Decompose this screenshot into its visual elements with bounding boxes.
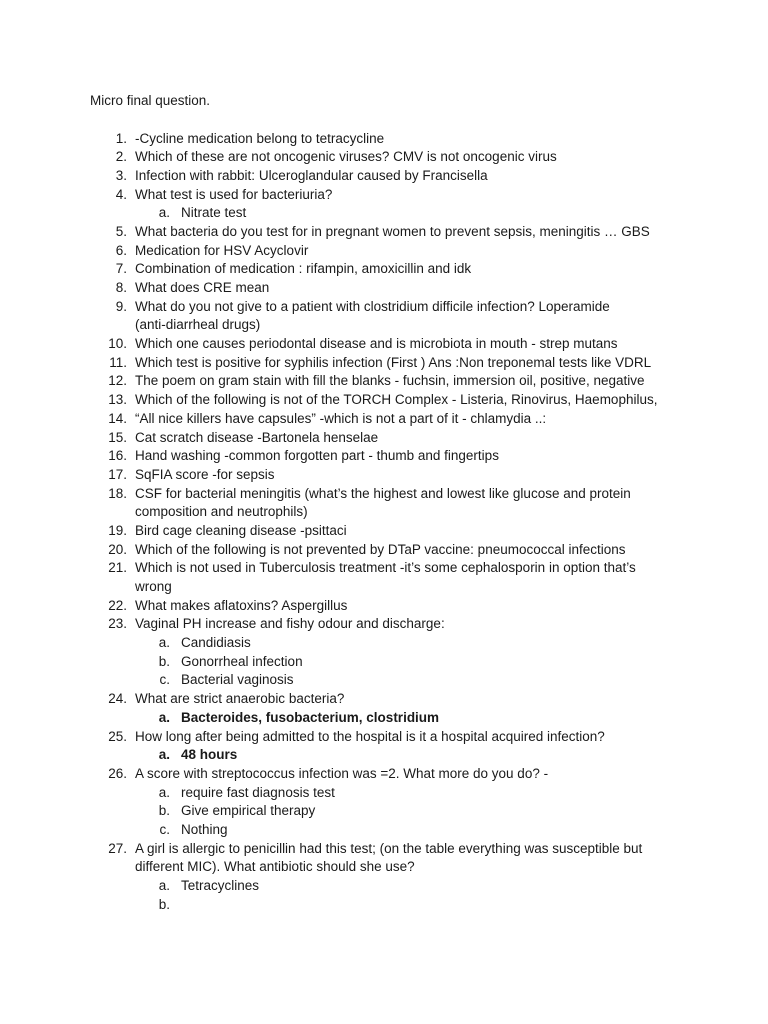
question-text: What does CRE mean	[135, 280, 270, 295]
question-text: How long after being admitted to the hospital is it a hospital acquired infection?	[135, 728, 605, 744]
option-marker: b.	[158, 653, 170, 669]
question-item	[0, 260, 768, 279]
question-continuation	[0, 858, 768, 877]
option-marker: b.	[158, 803, 170, 819]
question-number: 7.	[115, 261, 127, 277]
question-item	[0, 242, 768, 261]
option-marker: a.	[158, 635, 170, 651]
question-item	[0, 167, 768, 186]
question-number: 1.	[115, 130, 127, 146]
question-number: 8.	[115, 280, 127, 295]
option-text: Candidiasis	[181, 635, 251, 651]
option-marker: c.	[159, 821, 170, 837]
answer-option	[0, 204, 768, 223]
question-item	[0, 447, 768, 466]
question-continuation	[0, 578, 768, 597]
option-marker: a.	[158, 784, 170, 800]
question-text: A girl is allergic to penicillin had this test; (on the table everything was susceptible but	[135, 840, 643, 856]
option-text: Gonorrheal infection	[181, 653, 303, 669]
answer-option	[0, 653, 768, 672]
question-item	[0, 559, 768, 578]
question-number: 18.	[108, 485, 127, 501]
question-text: Medication for HSV Acyclovir	[135, 242, 309, 258]
question-list	[0, 130, 768, 915]
question-text: Cat scratch disease -Bartonela henselae	[135, 429, 379, 445]
option-text: 48 hours	[181, 747, 238, 763]
question-number: 14.	[108, 410, 127, 426]
question-number: 26.	[108, 765, 127, 781]
question-number: 23.	[108, 616, 127, 632]
question-number: 9.	[115, 298, 127, 314]
question-item	[0, 410, 768, 429]
option-marker: a.	[158, 205, 170, 221]
answer-option	[0, 877, 768, 896]
question-item	[0, 765, 768, 784]
question-number: 25.	[108, 728, 127, 744]
question-item	[0, 372, 768, 391]
question-text: “All nice killers have capsules” -which is not a part of it - chlamydia ..:	[135, 410, 547, 426]
question-continuation	[0, 503, 768, 522]
option-marker: c.	[159, 672, 170, 688]
question-item	[0, 354, 768, 373]
question-number: 24.	[108, 691, 127, 707]
question-number: 3.	[115, 167, 127, 183]
question-item	[0, 522, 768, 541]
question-item	[0, 223, 768, 242]
question-number: 17.	[108, 466, 127, 482]
question-text: Which of the following is not prevented by DTaP vaccine: pneumococcal infections	[135, 541, 626, 557]
answer-option	[0, 671, 768, 690]
question-text: Which is not used in Tuberculosis treatment -it’s some cephalosporin in option that’s	[135, 560, 636, 576]
question-text: Bird cage cleaning disease -psittaci	[135, 522, 347, 538]
question-number: 15.	[108, 429, 127, 445]
question-number: 5.	[115, 223, 127, 239]
question-item	[0, 335, 768, 354]
option-marker: a.	[158, 709, 170, 725]
question-text: Combination of medication : rifampin, amoxicillin and idk	[135, 261, 472, 277]
answer-option	[0, 821, 768, 840]
question-number: 11.	[109, 354, 127, 370]
option-marker: a.	[158, 878, 170, 893]
question-text: different MIC). What antibiotic should she use?	[135, 859, 415, 875]
option-text: Nitrate test	[181, 205, 247, 221]
answer-option	[0, 802, 768, 821]
question-number: 19.	[108, 522, 127, 538]
answer-option	[0, 746, 768, 765]
question-number: 27.	[108, 840, 127, 856]
question-text: CSF for bacterial meningitis (what’s the highest and lowest like glucose and protein	[135, 485, 631, 501]
question-number: 4.	[115, 186, 127, 202]
question-item	[0, 728, 768, 747]
question-number: 2.	[115, 149, 127, 165]
question-item	[0, 485, 768, 504]
option-text: Bacteroides, fusobacterium, clostridium	[181, 709, 440, 725]
question-text: composition and neutrophils)	[135, 504, 308, 520]
question-text: wrong	[135, 579, 172, 594]
option-text: Nothing	[181, 821, 228, 837]
question-text: -Cycline medication belong to tetracycline	[135, 130, 385, 146]
question-continuation	[0, 316, 768, 335]
document-title: Micro final question.	[90, 93, 211, 108]
question-number: 10.	[108, 336, 127, 352]
question-text: What are strict anaerobic bacteria?	[135, 691, 345, 707]
option-text: Tetracyclines	[181, 878, 260, 893]
answer-option	[0, 896, 768, 915]
question-item	[0, 130, 768, 149]
question-item	[0, 279, 768, 298]
question-number: 21.	[108, 560, 127, 576]
question-item	[0, 840, 768, 859]
question-text: Which test is positive for syphilis infection (First ) Ans :Non treponemal tests like VDRL	[135, 354, 652, 370]
answer-option	[0, 709, 768, 728]
question-text: Which of the following is not of the TORCH Complex - Listeria, Rinovirus, Haemophilus,	[135, 392, 658, 408]
question-item	[0, 391, 768, 410]
question-text: The poem on gram stain with fill the blanks - fuchsin, immersion oil, positive, negative	[135, 373, 645, 389]
question-text: What test is used for bacteriuria?	[135, 186, 333, 202]
option-marker: a.	[158, 747, 170, 763]
question-item	[0, 615, 768, 634]
question-text: (anti-diarrheal drugs)	[135, 317, 261, 333]
question-text: Vaginal PH increase and fishy odour and discharge:	[135, 616, 445, 632]
question-number: 6.	[115, 242, 127, 258]
option-text: Bacterial vaginosis	[181, 672, 294, 688]
question-number: 13.	[108, 392, 127, 408]
question-item	[0, 186, 768, 205]
question-item	[0, 541, 768, 560]
question-text: Infection with rabbit: Ulceroglandular caused by Francisella	[135, 167, 488, 183]
question-text: Which of these are not oncogenic viruses? CMV is not oncogenic virus	[135, 149, 557, 165]
option-text: Give empirical therapy	[181, 803, 316, 819]
question-item	[0, 690, 768, 709]
answer-option	[0, 784, 768, 803]
question-number: 20.	[108, 541, 127, 557]
question-item	[0, 298, 768, 317]
question-text: What bacteria do you test for in pregnant women to prevent sepsis, meningitis … GBS	[135, 223, 650, 239]
question-text: SqFIA score -for sepsis	[135, 466, 275, 482]
question-number: 12.	[108, 373, 127, 389]
question-text: A score with streptococcus infection was =2. What more do you do? -	[135, 765, 549, 781]
question-item	[0, 429, 768, 448]
question-item	[0, 466, 768, 485]
option-marker: b.	[158, 896, 170, 912]
question-text: What do you not give to a patient with clostridium difficile infection? Loperamide	[135, 298, 610, 314]
question-text: Hand washing -common forgotten part - thumb and fingertips	[135, 448, 499, 464]
answer-option	[0, 634, 768, 653]
question-number: 16.	[108, 448, 127, 464]
question-text: What makes aflatoxins? Aspergillus	[135, 597, 348, 613]
option-text: require fast diagnosis test	[181, 784, 335, 800]
question-item	[0, 597, 768, 616]
question-text: Which one causes periodontal disease and is microbiota in mouth - strep mutans	[135, 336, 618, 352]
question-number: 22.	[108, 597, 127, 613]
question-item	[0, 148, 768, 167]
